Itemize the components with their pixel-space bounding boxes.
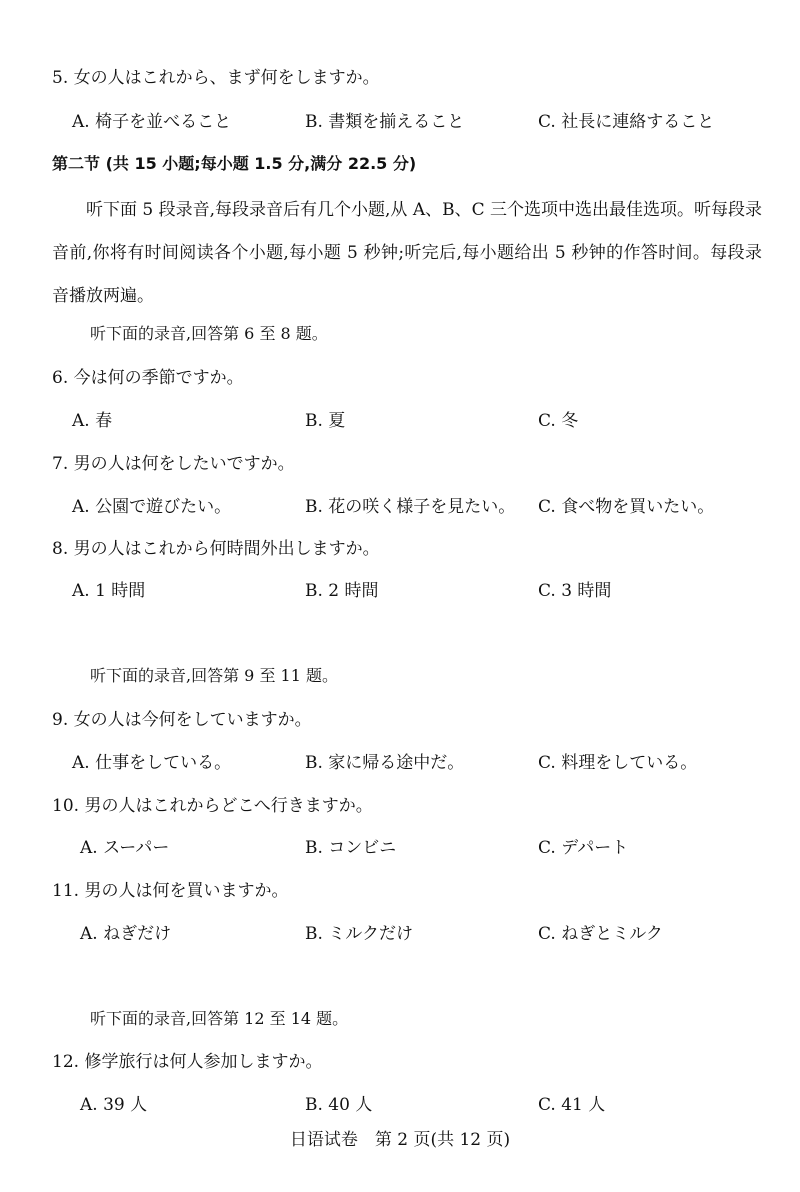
option-11c: C. ねぎとミルク <box>538 924 663 944</box>
option-10a: A. スーパー <box>80 838 170 858</box>
question-9: 9. 女の人は今何をしていますか。 <box>52 710 312 730</box>
option-7a: A. 公園で遊びたい。 <box>72 497 232 517</box>
option-9b: B. 家に帰る途中だ。 <box>305 753 465 773</box>
option-6a: A. 春 <box>72 411 113 431</box>
option-5b: B. 書類を揃えること <box>305 112 465 132</box>
option-6b: B. 夏 <box>305 411 346 431</box>
question-5: 5. 女の人はこれから、まず何をしますか。 <box>52 68 380 88</box>
option-9c: C. 料理をしている。 <box>538 753 698 773</box>
question-11: 11. 男の人は何を買いますか。 <box>52 881 289 901</box>
question-7: 7. 男の人は何をしたいですか。 <box>52 454 295 474</box>
option-12a: A. 39 人 <box>80 1095 148 1115</box>
option-11b: B. ミルクだけ <box>305 924 413 944</box>
option-5c: C. 社長に連絡すること <box>538 112 715 132</box>
option-8b: B. 2 時間 <box>305 581 379 601</box>
question-8: 8. 男の人はこれから何時間外出しますか。 <box>52 539 380 559</box>
question-12: 12. 修学旅行は何人参加しますか。 <box>52 1052 323 1072</box>
option-10b: B. コンビニ <box>305 838 397 858</box>
option-5a: A. 椅子を並べること <box>72 112 232 132</box>
option-12b: B. 40 人 <box>305 1095 373 1115</box>
option-8c: C. 3 時間 <box>538 581 612 601</box>
option-12c: C. 41 人 <box>538 1095 606 1115</box>
option-6c: C. 冬 <box>538 411 579 431</box>
option-7b: B. 花の咲く様子を見たい。 <box>305 497 516 517</box>
option-9a: A. 仕事をしている。 <box>72 753 232 773</box>
question-6: 6. 今は何の季節ですか。 <box>52 368 244 388</box>
option-7c: C. 食べ物を買いたい。 <box>538 497 715 517</box>
group-prompt-12-14: 听下面的录音,回答第 12 至 14 题。 <box>90 1009 349 1028</box>
option-11a: A. ねぎだけ <box>80 924 172 944</box>
group-prompt-9-11: 听下面的录音,回答第 9 至 11 题。 <box>90 666 338 685</box>
option-8a: A. 1 時間 <box>72 581 146 601</box>
question-10: 10. 男の人はこれからどこへ行きますか。 <box>52 796 373 816</box>
section-instructions: 听下面 5 段录音,每段录音后有几个小题,从 A、B、C 三个选项中选出最佳选项。听每段录音前,你将有时间阅读各个小题,每小题 5 秒钟;听完后,每小题给出 5 秒钟的作答时间。每段录音播放两遍。 <box>52 200 763 306</box>
option-10c: C. デパート <box>538 838 629 858</box>
page-footer: 日语试卷 第 2 页(共 12 页) <box>289 1130 511 1150</box>
group-prompt-6-8: 听下面的录音,回答第 6 至 8 题。 <box>90 324 328 343</box>
section-heading: 第二节 (共 15 小题;每小题 1.5 分,满分 22.5 分) <box>52 154 417 173</box>
